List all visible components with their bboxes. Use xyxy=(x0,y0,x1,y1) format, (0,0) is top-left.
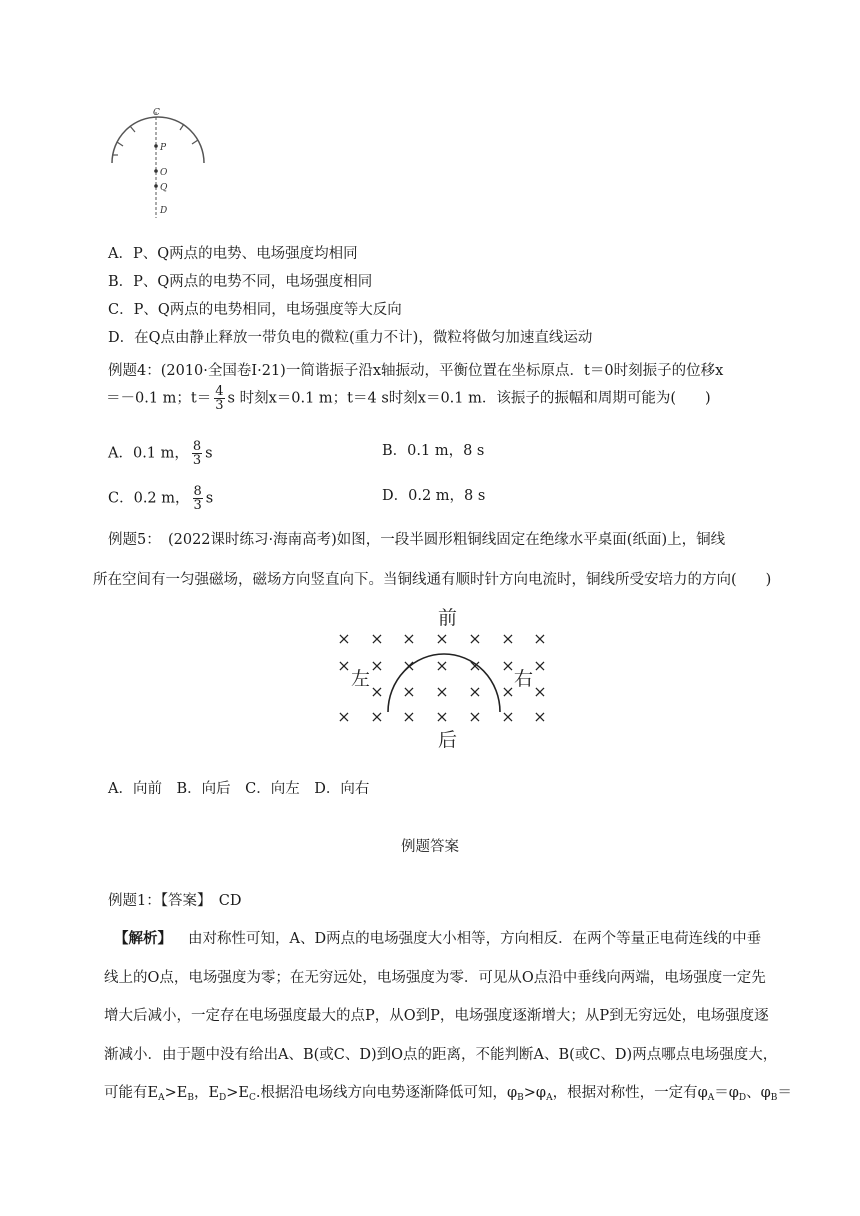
svg-text:×: × xyxy=(370,656,384,675)
q3-option-d: D．在Q点由静止释放一带负电的微粒(重力不计)，微粒将做匀加速直线运动 xyxy=(108,330,593,346)
label-back: 后 xyxy=(438,729,458,750)
answers-title: 例题答案 xyxy=(401,839,459,855)
label-front: 前 xyxy=(438,607,458,629)
svg-text:×: × xyxy=(402,707,416,726)
svg-text:×: × xyxy=(533,707,547,726)
q5-stem-line2: 所在空间有一匀强磁场，磁场方向竖直向下。当铜线通有顺时针方向电流时，铜线所受安培力的方向( ) xyxy=(93,572,772,588)
analysis-line3: 增大后减小，一定存在电场强度最大的点P，从O到P，电场强度逐渐增大；从P到无穷远处，电场强度逐 xyxy=(104,1008,769,1024)
svg-text:×: × xyxy=(468,682,482,701)
analysis-label: 【解析】 xyxy=(114,930,172,947)
svg-text:×: × xyxy=(468,656,482,675)
tick-mark xyxy=(192,140,198,144)
svg-text:×: × xyxy=(337,629,351,648)
analysis-line5: 可能有$E_A>E_B$，$E_D>E_C$.根据沿电场线方向电势逐渐降低可知，$\varphi_B>\varphi_A$，根据对称性，一定有$\varphi_A=\varphi_D$、$\varphi_B=$ xyxy=(104,1085,792,1103)
q5-stem-line1: 例题5： (2022课时练习·海南高考)如图，一段半圆形粗铜线固定在绝缘水平桌面(纸面)上，铜线 xyxy=(108,532,726,548)
label-o: O xyxy=(160,168,168,178)
q4-fraction-four-thirds: $\frac{4}{3}$ xyxy=(215,384,224,413)
q4-option-d: D．0.2 m，8 s xyxy=(382,488,486,504)
svg-text:×: × xyxy=(402,656,416,675)
q3-option-a: A．P、Q两点的电势、电场强度均相同 xyxy=(108,246,358,262)
label-c: C xyxy=(153,108,160,118)
figure-magnetic-field xyxy=(330,600,560,750)
svg-text:×: × xyxy=(468,629,482,648)
q4-stem-line2 xyxy=(106,385,711,412)
label-right: 右 xyxy=(514,668,534,690)
arc xyxy=(112,117,204,163)
q4-option-c: C．0.2 m， $\frac{8}{3}$ s xyxy=(108,484,214,513)
svg-text:×: × xyxy=(337,707,351,726)
svg-text:×: × xyxy=(402,682,416,701)
analysis-line1: 【解析】 由对称性可知，A、D两点的电场强度大小相等，方向相反．在两个等量正电荷连线的中垂 xyxy=(114,930,762,947)
q4-stem-part2: s 时刻x＝0.1 m；t＝4 s时刻x＝0.1 m．该振子的振幅和周期可能为( ) xyxy=(227,390,711,407)
q4-option-b: B．0.1 m，8 s xyxy=(382,443,485,459)
svg-text:×: × xyxy=(435,629,449,648)
svg-text:×: × xyxy=(370,707,384,726)
q5-options: A．向前 B．向后 C．向左 D．向右 xyxy=(108,781,370,797)
analysis-line2: 线上的O点，电场强度为零；在无穷远处，电场强度为零．可见从O点沿中垂线向两端，电场强度一定先 xyxy=(104,970,766,986)
answer1-head: 例题1：【答案】 CD xyxy=(108,893,242,909)
svg-text:×: × xyxy=(435,707,449,726)
point-q xyxy=(154,184,158,188)
svg-text:×: × xyxy=(337,656,351,675)
analysis-line4: 渐减小．由于题中没有给出A、B(或C、D)到O点的距离，不能判断A、B(或C、D)两点哪点电场强度大， xyxy=(104,1047,778,1063)
label-p: P xyxy=(160,143,167,153)
figure-semicircle-charge xyxy=(100,100,220,225)
tick-mark xyxy=(117,142,123,146)
q4-option-a: A．0.1 m， $\frac{8}{3}$ s xyxy=(108,439,213,468)
point-p xyxy=(154,144,158,148)
q3-option-c: C．P、Q两点的电势相同，电场强度等大反向 xyxy=(108,302,402,318)
svg-text:×: × xyxy=(435,656,449,675)
svg-text:×: × xyxy=(533,629,547,648)
svg-text:×: × xyxy=(501,682,515,701)
svg-text:×: × xyxy=(533,656,547,675)
q4-stem-part1: ＝－0.1 m；t＝ xyxy=(106,390,212,407)
tick-mark xyxy=(130,126,135,132)
svg-text:×: × xyxy=(468,707,482,726)
q3-option-b: B．P、Q两点的电势不同，电场强度相同 xyxy=(108,274,373,290)
label-q: Q xyxy=(160,183,168,193)
point-o xyxy=(154,169,158,173)
svg-text:×: × xyxy=(501,656,515,675)
svg-text:×: × xyxy=(501,629,515,648)
label-d: D xyxy=(160,206,168,216)
label-left: 左 xyxy=(351,668,371,690)
q4-stem-line1: 例题4：(2010·全国卷Ⅰ·21)一简谐振子沿x轴振动，平衡位置在坐标原点．t＝0时刻振子的位移x xyxy=(108,363,724,379)
svg-text:×: × xyxy=(370,629,384,648)
tick-mark xyxy=(180,124,184,130)
svg-text:×: × xyxy=(435,682,449,701)
svg-text:×: × xyxy=(370,682,384,701)
svg-text:×: × xyxy=(533,682,547,701)
svg-text:×: × xyxy=(402,629,416,648)
svg-text:×: × xyxy=(501,707,515,726)
